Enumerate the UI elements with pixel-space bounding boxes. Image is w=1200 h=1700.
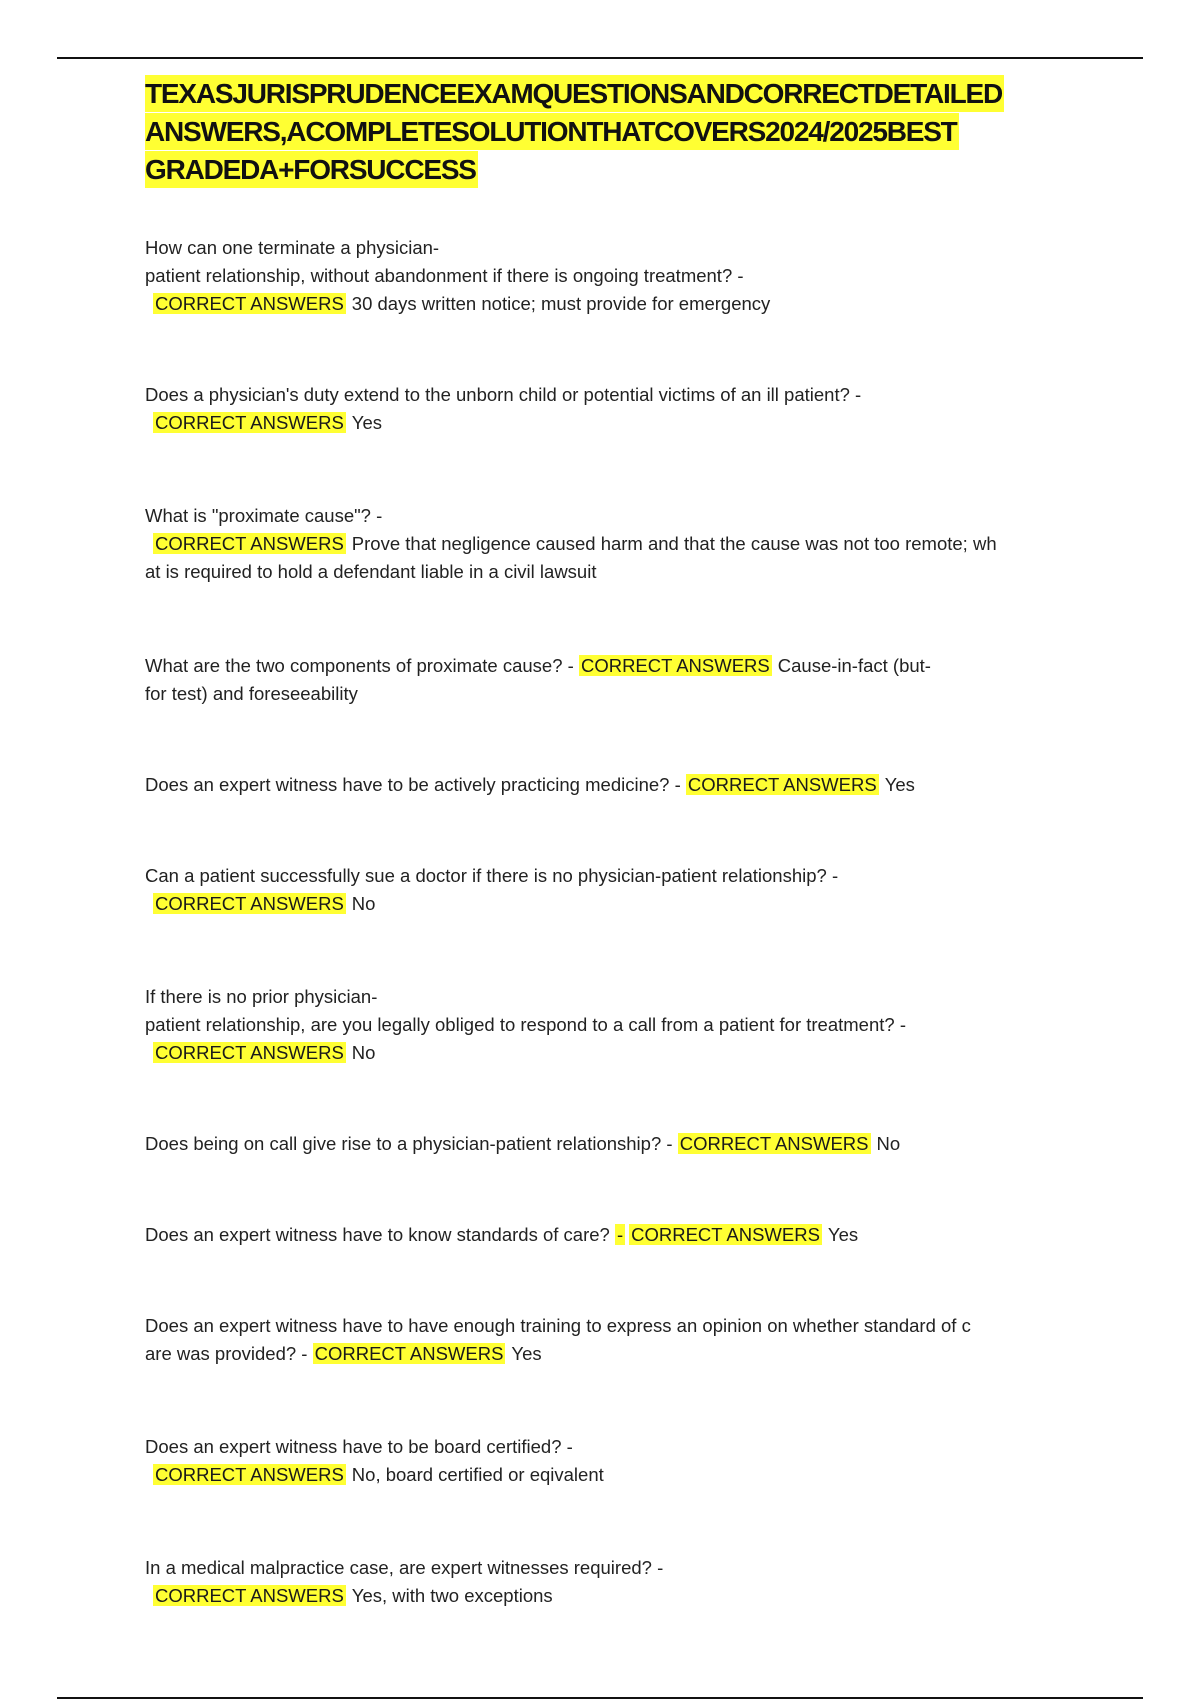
correct-answers-marker: CORRECT ANSWERS bbox=[155, 1042, 344, 1063]
question-text: What is "proximate cause"? - bbox=[145, 505, 383, 526]
question-text: If there is no prior physician- bbox=[145, 986, 378, 1007]
question-text: Does an expert witness have to have enough training to express an opinion on whether standard of c bbox=[145, 1315, 971, 1336]
answer-text: No bbox=[876, 1133, 901, 1154]
question-text: Does a physician's duty extend to the unborn child or potential victims of an ill patient? - bbox=[145, 384, 862, 405]
answer-text: No bbox=[351, 893, 376, 914]
qa-item bbox=[145, 1433, 1065, 1489]
question-text: are was provided? - bbox=[145, 1343, 308, 1364]
correct-answers-marker: CORRECT ANSWERS bbox=[155, 1464, 344, 1485]
answer-text: 30 days written notice; must provide for emergency bbox=[351, 293, 771, 314]
qa-item bbox=[145, 862, 1065, 918]
answer-line bbox=[145, 530, 1065, 558]
correct-answers-marker: CORRECT ANSWERS bbox=[679, 1133, 869, 1154]
question-text: Does an expert witness have to be actively practicing medicine? - bbox=[145, 774, 681, 795]
title-line: ANSWERS,ACOMPLETESOLUTIONTHATCOVERS2024/2025BEST bbox=[145, 113, 959, 150]
answer-text: No bbox=[351, 1042, 376, 1063]
answer-line bbox=[145, 1461, 1065, 1489]
answer-line bbox=[145, 890, 1065, 918]
answer-text-continued: for test) and foreseeability bbox=[145, 683, 358, 704]
qa-item bbox=[145, 502, 1065, 586]
qa-item bbox=[145, 771, 1065, 799]
top-rule bbox=[57, 57, 1143, 59]
qa-item bbox=[145, 1554, 1065, 1610]
question-line bbox=[145, 1221, 1065, 1249]
answer-text: Cause-in-fact (but- bbox=[777, 655, 931, 676]
qa-item bbox=[145, 381, 1065, 437]
question-text: Does an expert witness have to be board certified? - bbox=[145, 1436, 573, 1457]
title-line: TEXASJURISPRUDENCEEXAMQUESTIONSANDCORRECTDETAILED bbox=[145, 75, 1004, 112]
correct-answers-marker: CORRECT ANSWERS bbox=[687, 774, 877, 795]
answer-line bbox=[145, 290, 1065, 318]
correct-answers-marker: CORRECT ANSWERS bbox=[631, 1224, 820, 1245]
qa-item bbox=[145, 234, 1065, 318]
question-text: Can a patient successfully sue a doctor if there is no physician-patient relationship? - bbox=[145, 865, 839, 886]
question-text: Does being on call give rise to a physician-patient relationship? - bbox=[145, 1133, 673, 1154]
answer-text: Prove that negligence caused harm and that the cause was not too remote; wh bbox=[351, 533, 997, 554]
question-line bbox=[145, 652, 1065, 680]
answer-text: No, board certified or eqivalent bbox=[351, 1464, 604, 1485]
qa-item bbox=[145, 1130, 1065, 1158]
answer-text: Yes, with two exceptions bbox=[351, 1585, 553, 1606]
correct-answers-marker: CORRECT ANSWERS bbox=[155, 412, 344, 433]
title-line: GRADEDA+FORSUCCESS bbox=[145, 151, 478, 188]
answer-text: Yes bbox=[884, 774, 915, 795]
question-text: Does an expert witness have to know standards of care? bbox=[145, 1224, 610, 1245]
correct-answers-marker: CORRECT ANSWERS bbox=[314, 1343, 504, 1364]
correct-answers-marker: CORRECT ANSWERS bbox=[155, 533, 344, 554]
qa-item bbox=[145, 1312, 1065, 1368]
answer-text-continued: at is required to hold a defendant liable in a civil lawsuit bbox=[145, 561, 597, 582]
correct-answers-marker: CORRECT ANSWERS bbox=[580, 655, 770, 676]
question-line bbox=[145, 771, 1065, 799]
question-text: patient relationship, without abandonment if there is ongoing treatment? - bbox=[145, 265, 744, 286]
answer-text: Yes bbox=[511, 1343, 542, 1364]
question-text: What are the two components of proximate cause? - bbox=[145, 655, 574, 676]
question-text: In a medical malpractice case, are expert witnesses required? - bbox=[145, 1557, 664, 1578]
correct-answers-marker: CORRECT ANSWERS bbox=[155, 1585, 344, 1606]
correct-answers-marker: CORRECT ANSWERS bbox=[155, 893, 344, 914]
question-line bbox=[145, 1340, 1065, 1368]
question-dash: - bbox=[616, 1224, 624, 1245]
question-text: patient relationship, are you legally obliged to respond to a call from a patient for treatment? - bbox=[145, 1014, 906, 1035]
answer-line bbox=[145, 409, 1065, 437]
correct-answers-marker: CORRECT ANSWERS bbox=[155, 293, 344, 314]
answer-line bbox=[145, 1582, 1065, 1610]
bottom-rule bbox=[57, 1697, 1143, 1699]
qa-item bbox=[145, 1221, 1065, 1249]
qa-item bbox=[145, 983, 1065, 1067]
question-line bbox=[145, 1130, 1065, 1158]
answer-text: Yes bbox=[351, 412, 382, 433]
question-text: How can one terminate a physician- bbox=[145, 237, 440, 258]
document-title bbox=[145, 75, 1105, 189]
qa-item bbox=[145, 652, 1065, 708]
answer-text: Yes bbox=[827, 1224, 859, 1245]
answer-line bbox=[145, 1039, 1065, 1067]
